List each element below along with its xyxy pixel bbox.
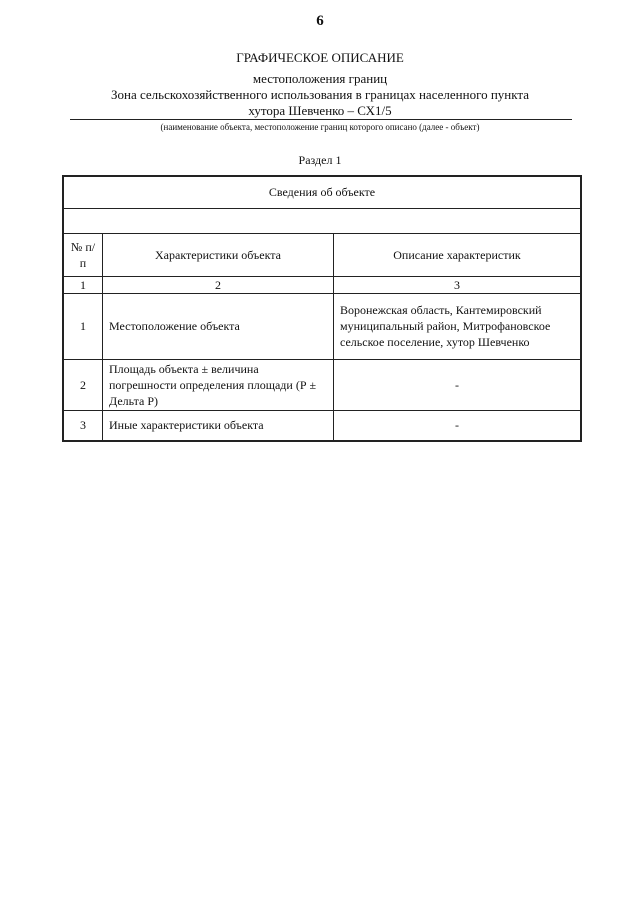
object-caption: (наименование объекта, местоположение границ которого описано (далее - объект) [160,122,480,132]
object-name-line-1: Зона сельскохозяйственного использования в границах населенного пункта [110,87,529,102]
row-characteristic: Местоположение объекта [103,293,334,359]
object-info-table [62,175,582,442]
table-header-row [63,233,581,276]
column-number-1: 1 [63,276,103,293]
document-subtitle: местоположения границ [252,71,388,86]
document-title: ГРАФИЧЕСКОЕ ОПИСАНИЕ [236,50,404,65]
header-num: № п/п [63,233,103,276]
table-row [63,410,581,441]
row-num: 1 [63,293,103,359]
row-num: 2 [63,359,103,410]
row-characteristic: Площадь объекта ± величина погрешности определения площади (Р ± Дельта Р) [103,359,334,410]
table-row [63,293,581,359]
title-underline [70,119,572,120]
table-empty-cell [63,208,581,233]
row-description: Воронежская область, Кантемировский муниципальный район, Митрофановское сельское поселение, хутор Шевченко [334,293,582,359]
header-characteristic: Характеристики объекта [103,233,334,276]
column-number-2: 2 [103,276,334,293]
column-number-3: 3 [334,276,582,293]
row-characteristic: Иные характеристики объекта [103,410,334,441]
table-caption: Сведения об объекте [63,176,581,208]
row-num: 3 [63,410,103,441]
column-number-row [63,276,581,293]
title-block [60,50,580,119]
table-empty-row [63,208,581,233]
row-description: - [334,359,582,410]
row-description: - [334,410,582,441]
table-row [63,359,581,410]
object-name-line-2: хутора Шевченко – СХ1/5 [248,103,392,118]
section-title: Раздел 1 [298,153,342,167]
table-caption-row [63,176,581,208]
page-number: 6 [316,13,324,29]
header-description: Описание характеристик [334,233,582,276]
